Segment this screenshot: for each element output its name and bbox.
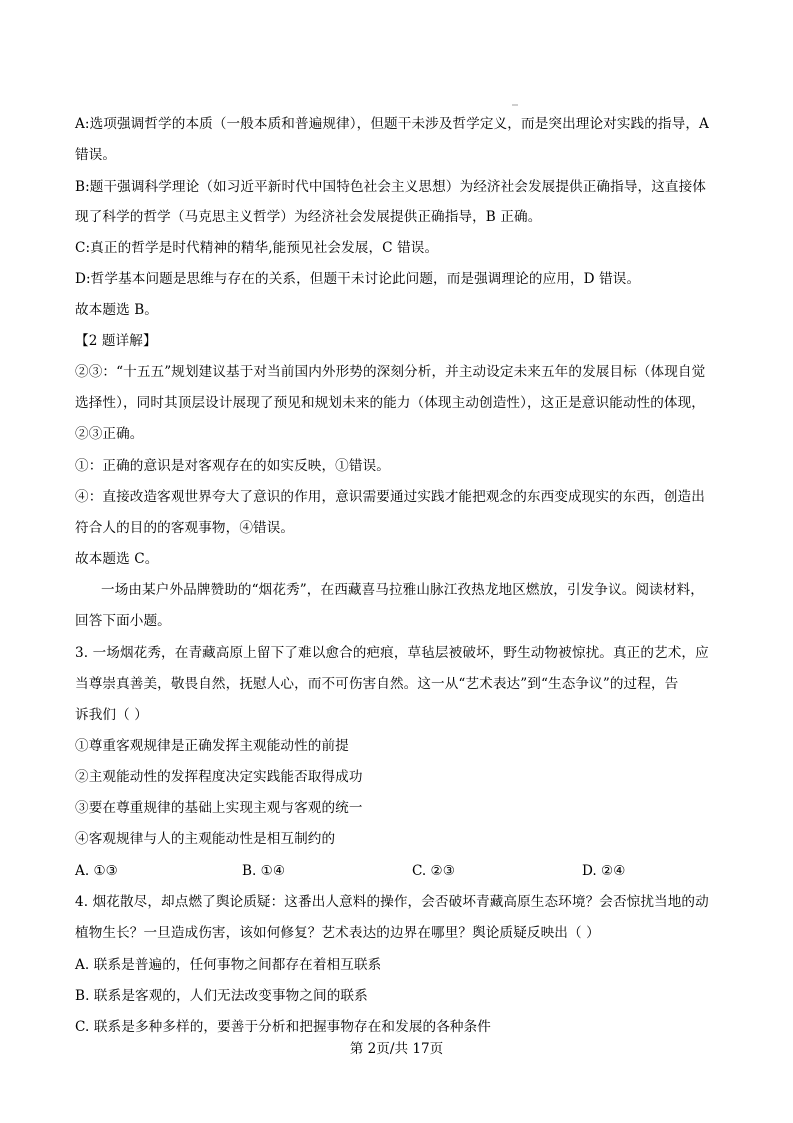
question-3-stem-line-3: 诉我们（ ） xyxy=(75,707,148,723)
analysis-option-b-line-2: 现了科学的哲学（马克思主义哲学）为经济社会发展提供正确指导，B 正确。 xyxy=(75,209,542,225)
question-4-option-b: B. 联系是客观的，人们无法改变事物之间的联系 xyxy=(75,988,368,1004)
question-3-stem-line-2: 当尊崇真善美，敬畏自然，抚慰人心，而不可伤害自然。这一从“艺术表达”到“生态争议”的过程，告 xyxy=(75,676,679,692)
page-number-footer: 第 2页/共 17页 xyxy=(349,1041,444,1057)
analysis-option-b-line-1: B:题干强调科学理论（如习近平新时代中国特色社会主义思想）为经济社会发展提供正确指导，这直接体 xyxy=(75,179,706,195)
analysis-option-a-line-1: A:选项强调哲学的本质（一般本质和普遍规律），但题干未涉及哲学定义，而是突出理论对实践的指导，A xyxy=(75,116,709,132)
answer-question-2: 故本题选 C。 xyxy=(75,551,159,567)
analysis-option-a-line-2: 错误。 xyxy=(75,147,117,163)
explanation-4-line-2: 符合人的目的的客观事物，④错误。 xyxy=(75,520,295,536)
question-3-option-b: B. ①④ xyxy=(242,863,286,879)
question-4-stem-line-1: 4. 烟花散尽，却点燃了舆论质疑：这番出人意料的操作，会否破坏青藏高原生态环境？会否惊扰当地的动 xyxy=(75,894,709,910)
material-line-1: 一场由某户外品牌赞助的“烟花秀”，在西藏喜马拉雅山脉江孜热龙地区燃放，引发争议。阅读材料， xyxy=(101,582,704,598)
section-heading-question-2: 【2 题详解】 xyxy=(75,333,157,349)
question-3-option-a: A. ①③ xyxy=(75,863,118,879)
question-3-item-1: ①尊重客观规律是正确发挥主观能动性的前提 xyxy=(75,738,349,754)
explanation-23-line-3: ②③正确。 xyxy=(75,426,144,442)
explanation-23-line-1: ②③：“十五五”规划建议基于对当前国内外形势的深刻分析，并主动设定未来五年的发展目标（体现自觉 xyxy=(75,364,706,380)
analysis-option-c: C:真正的哲学是时代精神的精华,能预见社会发展，C 错误。 xyxy=(75,240,439,256)
answer-question-1: 故本题选 B。 xyxy=(75,302,158,318)
question-3-stem-line-1: 3. 一场烟花秀，在青藏高原上留下了难以愈合的疤痕，草毡层被破坏，野生动物被惊扰。真正的艺术，应 xyxy=(75,645,709,661)
scan-mark xyxy=(512,104,518,106)
question-4-option-c: C. 联系是多种多样的，要善于分析和把握事物存在和发展的各种条件 xyxy=(75,1019,491,1035)
question-3-option-d: D. ②④ xyxy=(582,863,626,879)
question-3-item-2: ②主观能动性的发挥程度决定实践能否取得成功 xyxy=(75,769,363,785)
question-4-option-a: A. 联系是普遍的，任何事物之间都存在着相互联系 xyxy=(75,957,382,973)
question-4-stem-line-2: 植物生长？一旦造成伤害，该如何修复？艺术表达的边界在哪里？舆论质疑反映出（ ） xyxy=(75,925,600,941)
analysis-option-d: D:哲学基本问题是思维与存在的关系，但题干未讨论此问题，而是强调理论的应用，D 错误。 xyxy=(75,271,641,287)
question-3-item-4: ④客观规律与人的主观能动性是相互制约的 xyxy=(75,831,336,847)
explanation-1: ①：正确的意识是对客观存在的如实反映，①错误。 xyxy=(75,458,390,474)
question-3-option-c: C. ②③ xyxy=(412,863,455,879)
material-line-2: 回答下面小题。 xyxy=(75,613,171,629)
explanation-4-line-1: ④：直接改造客观世界夸大了意识的作用，意识需要通过实践才能把观念的东西变成现实的东西，创造出 xyxy=(75,489,705,505)
question-3-item-3: ③要在尊重规律的基础上实现主观与客观的统一 xyxy=(75,800,363,816)
explanation-23-line-2: 选择性），同时其顶层设计展现了预见和规划未来的能力（体现主动创造性），这正是意识能动性的体现， xyxy=(75,395,706,411)
